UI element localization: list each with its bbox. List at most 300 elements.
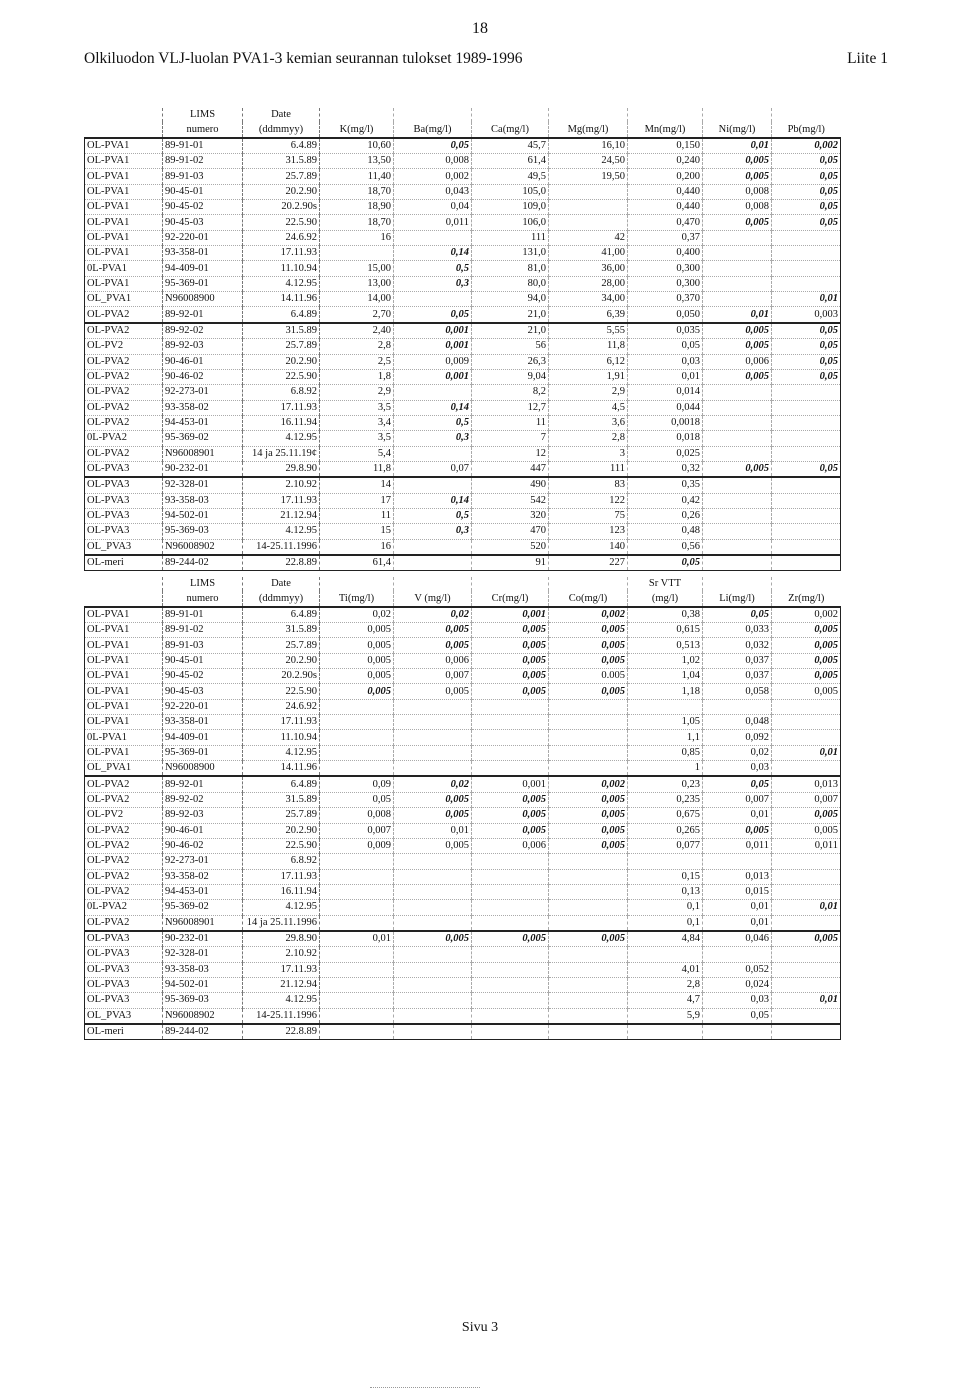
- table-cell: OL-PVA2: [85, 869, 163, 884]
- table-cell: 140: [549, 539, 628, 555]
- table-cell: 0,14: [394, 246, 472, 261]
- table-cell: [772, 854, 841, 869]
- table-cell: OL-PVA3: [85, 461, 163, 477]
- table-cell: 21.12.94: [243, 508, 320, 523]
- table-cell: 0,14: [394, 400, 472, 415]
- table-cell: 0,265: [628, 823, 703, 838]
- table-cell: 0,05: [772, 354, 841, 369]
- table-cell: 11,8: [320, 461, 394, 477]
- table-cell: [394, 230, 472, 245]
- table-cell: 7: [472, 431, 549, 446]
- table-cell: 0,01: [703, 138, 772, 154]
- table-cell: 90-46-02: [163, 838, 243, 853]
- table-cell: [472, 699, 549, 714]
- table-cell: 0,011: [394, 215, 472, 230]
- column-header: Date: [243, 108, 320, 122]
- table-cell: 90-46-01: [163, 823, 243, 838]
- table-cell: [472, 993, 549, 1008]
- table-cell: [472, 915, 549, 931]
- table-cell: 6,12: [549, 354, 628, 369]
- table-cell: [472, 977, 549, 992]
- table-cell: 0,005: [703, 369, 772, 384]
- table-cell: 61,4: [320, 555, 394, 571]
- column-header: V (mg/l): [394, 591, 472, 606]
- table-cell: 0,005: [549, 808, 628, 823]
- table-cell: 105,0: [472, 184, 549, 199]
- table-row: [85, 931, 841, 947]
- table-cell: [772, 276, 841, 291]
- table-cell: 0,05: [772, 169, 841, 184]
- table-cell: 0,077: [628, 838, 703, 853]
- table-cell: 0,011: [772, 838, 841, 853]
- table-cell: 89-92-03: [163, 339, 243, 354]
- column-header: [703, 577, 772, 591]
- column-header: K(mg/l): [320, 122, 394, 137]
- table-cell: [394, 539, 472, 555]
- table-cell: 0,005: [772, 653, 841, 668]
- table-cell: 4,84: [628, 931, 703, 947]
- table-cell: 5,9: [628, 1008, 703, 1024]
- table-cell: 94-409-01: [163, 730, 243, 745]
- table-row: [85, 684, 841, 699]
- table-cell: 18,90: [320, 200, 394, 215]
- table-cell: 0,009: [320, 838, 394, 853]
- table-row: [85, 669, 841, 684]
- table-cell: 31.5.89: [243, 323, 320, 339]
- table-row: [85, 823, 841, 838]
- table-cell: [394, 292, 472, 307]
- table-cell: [772, 715, 841, 730]
- table-row: [85, 200, 841, 215]
- table-cell: 0,001: [472, 776, 549, 792]
- table-row: [85, 555, 841, 571]
- column-header: LIMS: [163, 108, 243, 122]
- table-cell: 0,005: [320, 638, 394, 653]
- table-cell: 0,005: [394, 638, 472, 653]
- table-cell: 0,005: [472, 931, 549, 947]
- table-cell: OL-PVA1: [85, 276, 163, 291]
- table-cell: 3,5: [320, 400, 394, 415]
- table-cell: OL_PVA3: [85, 1008, 163, 1024]
- table-cell: [703, 446, 772, 461]
- column-header: [394, 108, 472, 122]
- table-cell: 22.5.90: [243, 369, 320, 384]
- table-cell: 0,05: [772, 461, 841, 477]
- table-cell: 20.2.90: [243, 184, 320, 199]
- table-cell: [703, 524, 772, 539]
- table-cell: 92-328-01: [163, 477, 243, 493]
- table-cell: OL-PVA2: [85, 446, 163, 461]
- table-cell: [772, 947, 841, 962]
- header-row: [85, 577, 841, 591]
- table-cell: 0,008: [703, 184, 772, 199]
- table-cell: 0,02: [703, 745, 772, 760]
- table-cell: 0L-PVA1: [85, 261, 163, 276]
- table-row: [85, 508, 841, 523]
- table-cell: [772, 555, 841, 571]
- table-row: [85, 354, 841, 369]
- table-cell: 20.2.90s: [243, 200, 320, 215]
- table-cell: 0,005: [394, 792, 472, 807]
- column-header: Cr(mg/l): [472, 591, 549, 606]
- table-cell: [472, 869, 549, 884]
- table-cell: [549, 745, 628, 760]
- table-row: [85, 138, 841, 154]
- table-cell: [703, 508, 772, 523]
- table-cell: [549, 184, 628, 199]
- table-cell: 0,235: [628, 792, 703, 807]
- table-cell: 490: [472, 477, 549, 493]
- table-row: [85, 900, 841, 915]
- table-cell: OL-PVA3: [85, 977, 163, 992]
- table-cell: [394, 745, 472, 760]
- table-cell: [394, 1008, 472, 1024]
- table-cell: [549, 715, 628, 730]
- table-cell: OL-PVA3: [85, 493, 163, 508]
- table-cell: 95-369-02: [163, 431, 243, 446]
- table-cell: [320, 730, 394, 745]
- table-row: [85, 715, 841, 730]
- table-cell: 0,006: [394, 653, 472, 668]
- table-cell: [703, 230, 772, 245]
- table-cell: OL-meri: [85, 555, 163, 571]
- table-cell: 89-92-02: [163, 323, 243, 339]
- table-cell: 93-358-03: [163, 493, 243, 508]
- table-cell: 90-45-01: [163, 184, 243, 199]
- table-cell: OL_PVA1: [85, 761, 163, 777]
- table-cell: 16.11.94: [243, 884, 320, 899]
- table-cell: 0,032: [703, 638, 772, 653]
- table-cell: 17.11.93: [243, 246, 320, 261]
- table-cell: 0,05: [394, 138, 472, 154]
- table-cell: 0,03: [628, 354, 703, 369]
- table-cell: [472, 884, 549, 899]
- column-header: Ti(mg/l): [320, 591, 394, 606]
- table-row: [85, 947, 841, 962]
- table-cell: [772, 446, 841, 461]
- table-cell: 5,55: [549, 323, 628, 339]
- table-cell: 14: [320, 477, 394, 493]
- column-header: [703, 108, 772, 122]
- table-cell: 6.8.92: [243, 385, 320, 400]
- table-cell: 17.11.93: [243, 962, 320, 977]
- table-cell: [628, 699, 703, 714]
- table-cell: 0,48: [628, 524, 703, 539]
- table-cell: OL-PVA1: [85, 669, 163, 684]
- table-cell: OL-PVA1: [85, 715, 163, 730]
- table-cell: 0,046: [703, 931, 772, 947]
- table-cell: 0,470: [628, 215, 703, 230]
- table-cell: [549, 1024, 628, 1040]
- table-row: [85, 539, 841, 555]
- column-header: Mg(mg/l): [549, 122, 628, 137]
- table-row: [85, 776, 841, 792]
- table-cell: [549, 915, 628, 931]
- table-cell: 0,02: [394, 607, 472, 623]
- table-cell: 0,001: [394, 339, 472, 354]
- table-cell: [549, 699, 628, 714]
- table-cell: 94,0: [472, 292, 549, 307]
- table-cell: 0L-PVA1: [85, 730, 163, 745]
- table-cell: OL_PVA3: [85, 539, 163, 555]
- footer-rule: [370, 1387, 480, 1388]
- table-cell: 111: [549, 461, 628, 477]
- table-cell: 2,5: [320, 354, 394, 369]
- table-cell: 45,7: [472, 138, 549, 154]
- table-cell: 0,42: [628, 493, 703, 508]
- table-cell: [320, 869, 394, 884]
- table-cell: [772, 261, 841, 276]
- table-cell: 0,005: [320, 684, 394, 699]
- table-cell: 89-92-01: [163, 776, 243, 792]
- table-cell: 93-358-01: [163, 715, 243, 730]
- table-cell: [772, 915, 841, 931]
- table-cell: 0,033: [703, 623, 772, 638]
- table-cell: 93-358-02: [163, 869, 243, 884]
- table-cell: 4,01: [628, 962, 703, 977]
- table-cell: 0,05: [703, 776, 772, 792]
- table-cell: [549, 215, 628, 230]
- table-cell: 0,07: [394, 461, 472, 477]
- table-cell: OL-PVA2: [85, 385, 163, 400]
- table-cell: 0,03: [703, 993, 772, 1008]
- table-cell: OL-PVA1: [85, 699, 163, 714]
- table-cell: 4.12.95: [243, 993, 320, 1008]
- table-cell: 0,5: [394, 261, 472, 276]
- table-cell: 95-369-01: [163, 276, 243, 291]
- table-cell: 89-92-01: [163, 307, 243, 323]
- table-cell: 0,440: [628, 184, 703, 199]
- column-header: [394, 577, 472, 591]
- table-cell: 0,05: [628, 339, 703, 354]
- table-cell: 6.4.89: [243, 776, 320, 792]
- table-cell: [394, 915, 472, 931]
- table-cell: OL-PVA1: [85, 638, 163, 653]
- table-cell: 0,300: [628, 261, 703, 276]
- table-cell: N96008901: [163, 915, 243, 931]
- table-cell: [472, 1024, 549, 1040]
- table-cell: 16.11.94: [243, 415, 320, 430]
- table-cell: [772, 508, 841, 523]
- table-cell: 0,005: [549, 823, 628, 838]
- table-cell: 0,002: [394, 169, 472, 184]
- table-cell: [628, 947, 703, 962]
- table-cell: [772, 477, 841, 493]
- table-row: [85, 623, 841, 638]
- table-cell: 470: [472, 524, 549, 539]
- table-cell: 11,8: [549, 339, 628, 354]
- table-cell: 1,05: [628, 715, 703, 730]
- table-cell: [703, 276, 772, 291]
- table-cell: [549, 993, 628, 1008]
- table-cell: 0,513: [628, 638, 703, 653]
- table-cell: OL-PVA2: [85, 823, 163, 838]
- table-cell: [772, 761, 841, 777]
- table-cell: 3,5: [320, 431, 394, 446]
- table-cell: 0,003: [772, 307, 841, 323]
- table-cell: 9,04: [472, 369, 549, 384]
- table-cell: 0,15: [628, 869, 703, 884]
- table-cell: 75: [549, 508, 628, 523]
- table-cell: OL-PVA1: [85, 653, 163, 668]
- table-cell: 93-358-01: [163, 246, 243, 261]
- table-cell: [394, 884, 472, 899]
- table-cell: 17.11.93: [243, 715, 320, 730]
- table-cell: 94-409-01: [163, 261, 243, 276]
- table-cell: 92-328-01: [163, 947, 243, 962]
- table-cell: 0,005: [703, 461, 772, 477]
- table-cell: OL-PVA1: [85, 215, 163, 230]
- table-cell: 0,05: [772, 369, 841, 384]
- table-cell: 6.8.92: [243, 854, 320, 869]
- table-cell: [549, 761, 628, 777]
- table-cell: 41,00: [549, 246, 628, 261]
- table-cell: 0,005: [549, 838, 628, 853]
- table-cell: 0,009: [394, 354, 472, 369]
- table-cell: 0,002: [772, 607, 841, 623]
- table-cell: [472, 962, 549, 977]
- table-cell: 49,5: [472, 169, 549, 184]
- table-cell: [472, 730, 549, 745]
- table-cell: [320, 246, 394, 261]
- table-cell: 2,8: [628, 977, 703, 992]
- table-cell: 16: [320, 230, 394, 245]
- table-cell: 0,01: [628, 369, 703, 384]
- table-cell: 1,91: [549, 369, 628, 384]
- table-cell: [472, 1008, 549, 1024]
- table-cell: OL-PVA3: [85, 993, 163, 1008]
- table-cell: [703, 261, 772, 276]
- table-cell: [772, 699, 841, 714]
- table-cell: 0,01: [772, 292, 841, 307]
- table-cell: 0,058: [703, 684, 772, 699]
- table-cell: 0,013: [772, 776, 841, 792]
- table-cell: 90-45-01: [163, 653, 243, 668]
- table-cell: 0,32: [628, 461, 703, 477]
- table-cell: 1: [628, 761, 703, 777]
- table-cell: 93-358-02: [163, 400, 243, 415]
- table-cell: 122: [549, 493, 628, 508]
- table-cell: OL-PVA3: [85, 947, 163, 962]
- table-cell: 0,13: [628, 884, 703, 899]
- table-cell: 0,005: [394, 684, 472, 699]
- table-cell: 6,39: [549, 307, 628, 323]
- header-row: [85, 122, 841, 137]
- table-cell: 0,05: [772, 184, 841, 199]
- table-cell: OL-PVA1: [85, 246, 163, 261]
- table-cell: 0,007: [703, 792, 772, 807]
- table-cell: 0,0018: [628, 415, 703, 430]
- table-cell: 0,007: [772, 792, 841, 807]
- table-cell: 0,048: [703, 715, 772, 730]
- table-cell: 0,044: [628, 400, 703, 415]
- table-cell: 11.10.94: [243, 730, 320, 745]
- table-cell: 0,56: [628, 539, 703, 555]
- table-cell: [394, 993, 472, 1008]
- table-cell: 25.7.89: [243, 339, 320, 354]
- table-cell: [772, 524, 841, 539]
- table-cell: 95-369-01: [163, 745, 243, 760]
- table-cell: [703, 555, 772, 571]
- column-header: LIMS: [163, 577, 243, 591]
- table-cell: 1,8: [320, 369, 394, 384]
- table-cell: 4.12.95: [243, 431, 320, 446]
- column-header: (mg/l): [628, 591, 703, 606]
- table-cell: [320, 745, 394, 760]
- table-cell: 92-220-01: [163, 699, 243, 714]
- table-cell: OL-PVA2: [85, 307, 163, 323]
- table-cell: 0,23: [628, 776, 703, 792]
- table-cell: 0,05: [703, 1008, 772, 1024]
- table-cell: [320, 900, 394, 915]
- table-cell: [472, 761, 549, 777]
- table-cell: 15: [320, 524, 394, 539]
- column-header: Ba(mg/l): [394, 122, 472, 137]
- table-cell: [320, 699, 394, 714]
- table-row: [85, 169, 841, 184]
- table-cell: 0,005: [549, 638, 628, 653]
- table-cell: [772, 385, 841, 400]
- table-cell: 0,3: [394, 431, 472, 446]
- table-cell: 0,26: [628, 508, 703, 523]
- table-cell: [703, 493, 772, 508]
- document-title: Olkiluodon VLJ-luolan PVA1-3 kemian seurannan tulokset 1989-1996: [84, 50, 523, 67]
- column-header: [85, 591, 163, 606]
- table-cell: 89-92-02: [163, 792, 243, 807]
- table-cell: 28,00: [549, 276, 628, 291]
- table-cell: 0,300: [628, 276, 703, 291]
- table-cell: 3,4: [320, 415, 394, 430]
- table-cell: [772, 1008, 841, 1024]
- table-row: [85, 385, 841, 400]
- table-cell: 106,0: [472, 215, 549, 230]
- table-cell: [703, 415, 772, 430]
- table-cell: N96008901: [163, 446, 243, 461]
- table-cell: 0,05: [628, 555, 703, 571]
- table-cell: 4.12.95: [243, 276, 320, 291]
- table-cell: 0,005: [549, 684, 628, 699]
- table-cell: [772, 400, 841, 415]
- table-cell: OL-PVA2: [85, 915, 163, 931]
- table-cell: 61,4: [472, 154, 549, 169]
- table-cell: 90-46-01: [163, 354, 243, 369]
- table-cell: [549, 200, 628, 215]
- table-cell: 0,5: [394, 508, 472, 523]
- table-cell: 1,02: [628, 653, 703, 668]
- table-cell: 16: [320, 539, 394, 555]
- table-cell: 6.4.89: [243, 138, 320, 154]
- table-row: [85, 1008, 841, 1024]
- table-cell: 2,40: [320, 323, 394, 339]
- table-row: [85, 993, 841, 1008]
- table-cell: 0,200: [628, 169, 703, 184]
- table-cell: 0,05: [772, 215, 841, 230]
- table-cell: 18,70: [320, 215, 394, 230]
- table-row: [85, 292, 841, 307]
- table-row: [85, 745, 841, 760]
- table-cell: 227: [549, 555, 628, 571]
- table-cell: 0,01: [772, 745, 841, 760]
- table-cell: [703, 246, 772, 261]
- table-cell: [320, 915, 394, 931]
- table-cell: 0,005: [472, 638, 549, 653]
- table-cell: 22.8.89: [243, 1024, 320, 1040]
- table-cell: 0,05: [703, 607, 772, 623]
- table-cell: [549, 947, 628, 962]
- table-cell: 0,37: [628, 230, 703, 245]
- table-cell: [394, 385, 472, 400]
- table-cell: 11: [472, 415, 549, 430]
